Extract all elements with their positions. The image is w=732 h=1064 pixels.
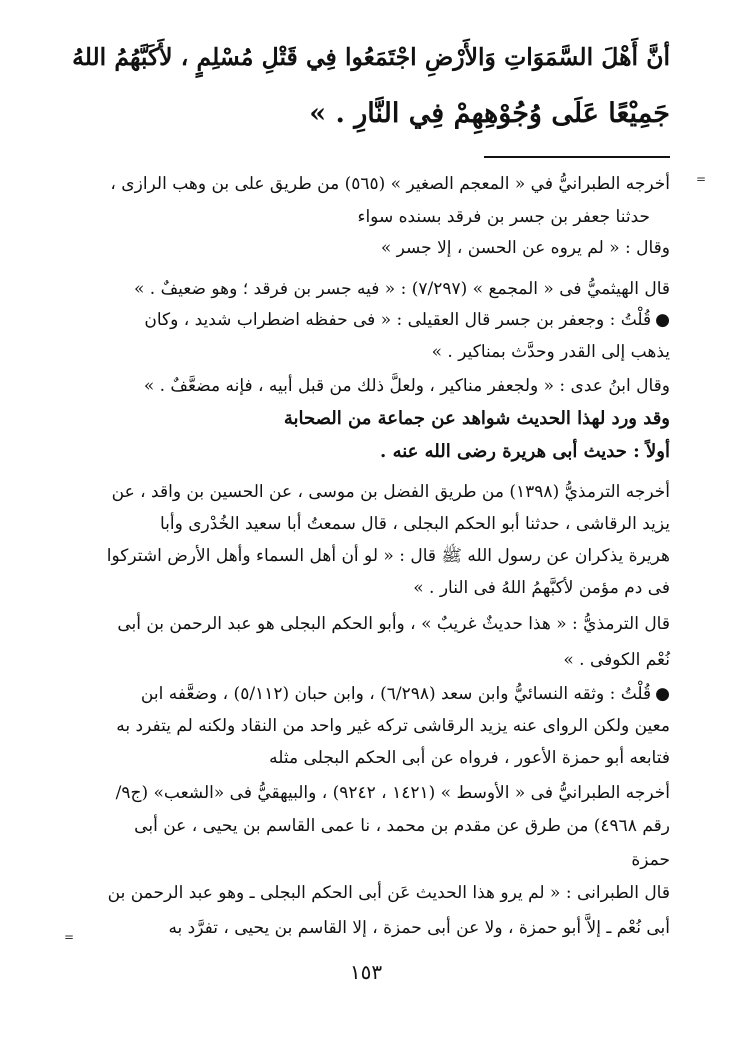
footnote-line xyxy=(40,652,670,669)
footnote-line-text: قُلْتُ : وجعفر بن جسر قال العقيلى : « فى حفظه اضطراب شديد ، وكان xyxy=(144,310,652,330)
footnote-line xyxy=(20,209,650,226)
footnote-line-text: رقم ٤٩٦٨) من طرق عن مقدم بن محمد ، نا عمى القاسم بن يحيى ، عن أبى xyxy=(134,816,670,836)
footnote-line-text: حمزة xyxy=(631,850,670,870)
footnote-line xyxy=(40,410,670,428)
footnote-line-text: قال الترمذيُّ : « هذا حديثٌ غريبٌ » ، وأبو الحكم البجلى هو عبد الرحمن بن أبى xyxy=(117,614,670,634)
footnote-line-text: وقال ابنُ عدى : « ولجعفر مناكير ، ولعلَّ ذلك من قبل أبيه ، فإنه مضعَّفٌ . » xyxy=(143,376,670,396)
footnote-line-text: هريرة يذكران عن رسول الله ﷺ قال : « لو أن أهل السماء وأهل الأرض اشتركوا xyxy=(106,546,670,566)
footnote-line-text: يزيد الرقاشى ، حدثنا أبو الحكم البجلى ، قال سمعتُ أبا سعيد الخُدْرى وأبا xyxy=(160,514,670,534)
margin-mark: = xyxy=(64,930,75,944)
footnote-line xyxy=(40,378,670,395)
footnote-line xyxy=(40,785,670,802)
footnote-line xyxy=(40,920,670,937)
footnote-line xyxy=(40,718,670,735)
footnote-line-text: وقال : « لم يروه عن الحسن ، إلا جسر » xyxy=(380,238,670,258)
footnote-line xyxy=(40,686,670,703)
footnote-line xyxy=(40,616,670,633)
footnote-line-text: نُعْم الكوفى . » xyxy=(563,650,670,670)
footnote-line xyxy=(40,852,670,869)
footnote-line-text: وقد ورد لهذا الحديث شواهد عن جماعة من الصحابة xyxy=(283,408,670,429)
footnote-line-text: قال الطبرانى : « لم يرو هذا الحديث عَن أبى الحكم البجلى ـ وهو عبد الرحمن بن xyxy=(107,883,670,903)
hadith-text-line-1: أنَّ أَهْلَ السَّمَوَاتِ وَالأَرْضِ اجْتَمَعُوا فِي قَتْلِ مُسْلِمٍ ، لأَكَبَّهُمُ اللهُ xyxy=(72,43,670,71)
footnote-line-text: أخرجه الطبرانيُّ فى « الأوسط » (١٤٢١ ، ٩٢٤٢) ، والبيهقيُّ فى «الشعب» (ج٩/ xyxy=(115,783,670,803)
footnote-line xyxy=(40,443,670,461)
footnote-line-text: أخرجه الترمذيُّ (١٣٩٨) من طريق الفضل بن موسى ، عن الحسين بن واقد ، عن xyxy=(111,482,670,502)
hadith-text-line-2: جَمِيْعًا عَلَى وُجُوْهِهِمْ فِي النَّارِ . » xyxy=(309,98,670,129)
footnote-line-text: قال الهيثميُّ فى « المجمع » (٧/٢٩٧) : « فيه جسر بن فرقد ؛ وهو ضعيفٌ . » xyxy=(133,279,670,299)
footnote-line-text: قُلْتُ : وثقه النسائيُّ وابن سعد (٦/٢٩٨) ، وابن حبان (٥/١١٢) ، وضعَّفه ابن xyxy=(140,684,652,704)
footnote-line xyxy=(40,885,670,902)
footnote-line xyxy=(40,344,670,361)
footnote-line-text: أخرجه الطبرانيُّ في « المعجم الصغير » (٥٦٥) من طريق على بن وهب الرازى ، xyxy=(110,174,670,194)
footnote-line-text: فى دم مؤمن لأكبَّهمُ اللهُ فى النار . » xyxy=(413,578,670,598)
bullet-icon: ● xyxy=(655,684,670,704)
footnote-line xyxy=(40,580,670,597)
footnote-line xyxy=(40,240,670,257)
footnote-line xyxy=(40,516,670,533)
footnote-line xyxy=(40,548,670,565)
bullet-icon: ● xyxy=(655,310,670,330)
footnote-line-text: معين ولكن الرواى عنه يزيد الرقاشى تركه غير واحد من النقاد ولكنه لم يتفرد به xyxy=(116,716,670,736)
footnote-separator xyxy=(484,156,670,158)
footnote-line xyxy=(40,750,670,767)
footnote-line-text: يذهب إلى القدر وحدَّث بمناكير . » xyxy=(431,342,670,362)
margin-mark: = xyxy=(696,172,707,186)
footnote-line xyxy=(40,281,670,298)
footnote-line xyxy=(40,484,670,501)
footnote-line-text: أولاً : حديث أبى هريرة رضى الله عنه . xyxy=(380,441,670,462)
footnote-line-text: حدثنا جعفر بن جسر بن فرقد بسنده سواء xyxy=(357,207,650,227)
page-number: ١٥٣ xyxy=(349,960,383,984)
footnote-line xyxy=(40,176,670,193)
footnote-line-text: فتابعه أبو حمزة الأعور ، فرواه عن أبى الحكم البجلى مثله xyxy=(269,748,670,768)
footnote-line xyxy=(40,312,670,329)
footnote-line xyxy=(40,818,670,835)
footnote-line-text: أبى نُعْم ـ إلاَّ أبو حمزة ، ولا عن أبى حمزة ، إلا القاسم بن يحيى ، تفرَّد به xyxy=(168,918,670,938)
